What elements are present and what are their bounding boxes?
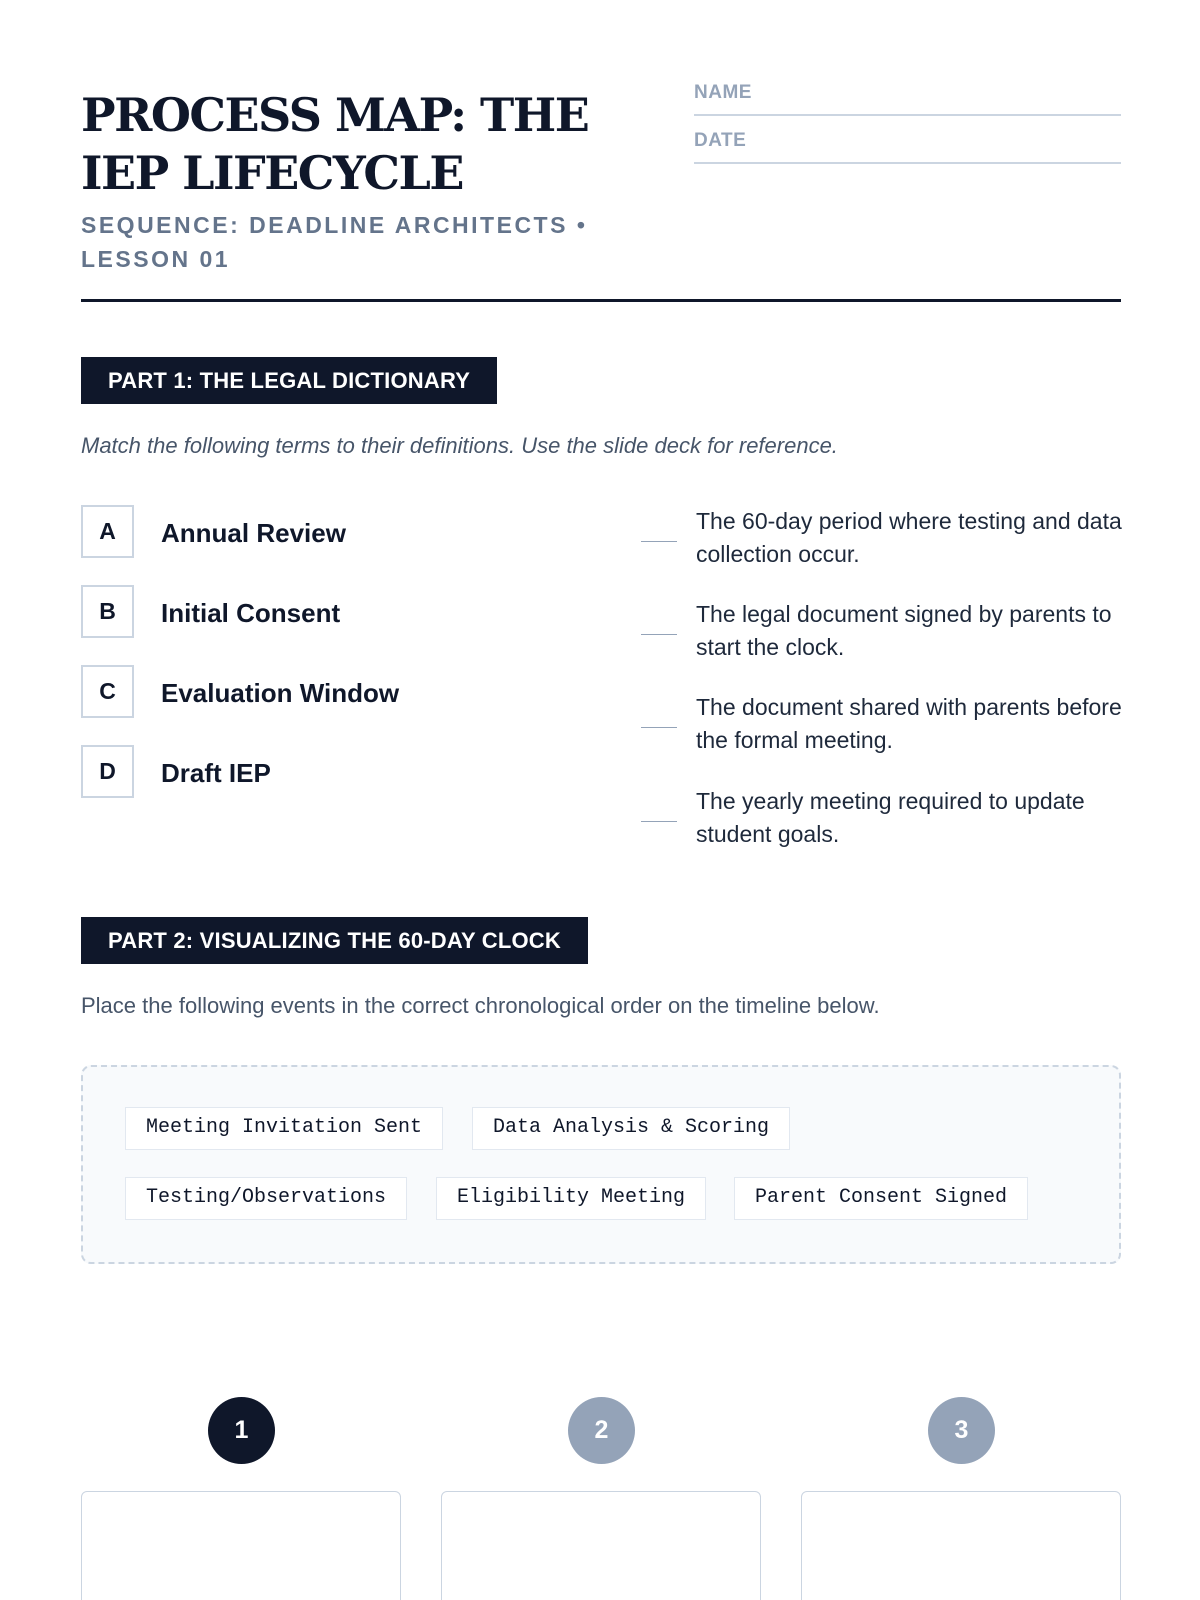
student-info-fields [694, 80, 1121, 176]
page-title: PROCESS MAP: THE IEP LIFECYCLE [81, 88, 589, 200]
part2-heading: PART 2: VISUALIZING THE 60-DAY CLOCK [81, 917, 588, 964]
event-chip[interactable]: Testing/Observations [125, 1177, 407, 1220]
definition-row [641, 505, 1121, 575]
timeline-slot[interactable] [441, 1491, 761, 1600]
event-chip[interactable]: Parent Consent Signed [734, 1177, 1028, 1220]
event-chip[interactable]: Meeting Invitation Sent [125, 1107, 443, 1150]
answer-blank[interactable] [641, 634, 677, 635]
definition-text: The document shared with parents before the formal meeting. [696, 694, 1122, 753]
definition-row [641, 598, 1121, 668]
definition-text: The 60-day period where testing and data collection occur. [696, 508, 1122, 567]
term-label: Evaluation Window [161, 678, 400, 708]
date-field[interactable] [694, 128, 1121, 164]
answer-blank[interactable] [641, 541, 677, 542]
term-label: Draft IEP [161, 758, 271, 788]
term-row [81, 665, 641, 719]
definition-text: The yearly meeting required to update student goals. [696, 788, 1085, 847]
term-row [81, 745, 641, 799]
answer-blank[interactable] [641, 821, 677, 822]
term-row [81, 505, 641, 559]
worksheet-page [81, 0, 1121, 1600]
date-label: DATE [694, 130, 747, 151]
part2-instruction: Place the following events in the correct chronological order on the timeline below. [81, 993, 880, 1018]
term-letter-box: D [81, 745, 134, 798]
timeline-step-number: 3 [928, 1397, 995, 1464]
term-label: Annual Review [161, 518, 346, 548]
definition-row [641, 785, 1121, 855]
term-row [81, 585, 641, 639]
name-label: NAME [694, 82, 752, 103]
timeline-slot[interactable] [801, 1491, 1121, 1600]
name-field[interactable] [694, 80, 1121, 116]
term-letter-box: B [81, 585, 134, 638]
term-label: Initial Consent [161, 598, 341, 628]
answer-blank[interactable] [641, 727, 677, 728]
worksheet-header [81, 80, 1121, 302]
definition-text: The legal document signed by parents to start the clock. [696, 601, 1112, 660]
part1-instruction: Match the following terms to their definitions. Use the slide deck for reference. [81, 433, 838, 458]
event-bank [81, 1065, 1121, 1264]
timeline-step-number: 1 [208, 1397, 275, 1464]
term-letter-box: C [81, 665, 134, 718]
part1-heading: PART 1: THE LEGAL DICTIONARY [81, 357, 497, 404]
event-chip[interactable]: Eligibility Meeting [436, 1177, 706, 1220]
timeline-step-number: 2 [568, 1397, 635, 1464]
term-letter-box: A [81, 505, 134, 558]
page-subtitle: SEQUENCE: DEADLINE ARCHITECTS • LESSON 01 [81, 212, 588, 272]
timeline-slot[interactable] [81, 1491, 401, 1600]
event-chip[interactable]: Data Analysis & Scoring [472, 1107, 790, 1150]
definition-row [641, 691, 1121, 761]
